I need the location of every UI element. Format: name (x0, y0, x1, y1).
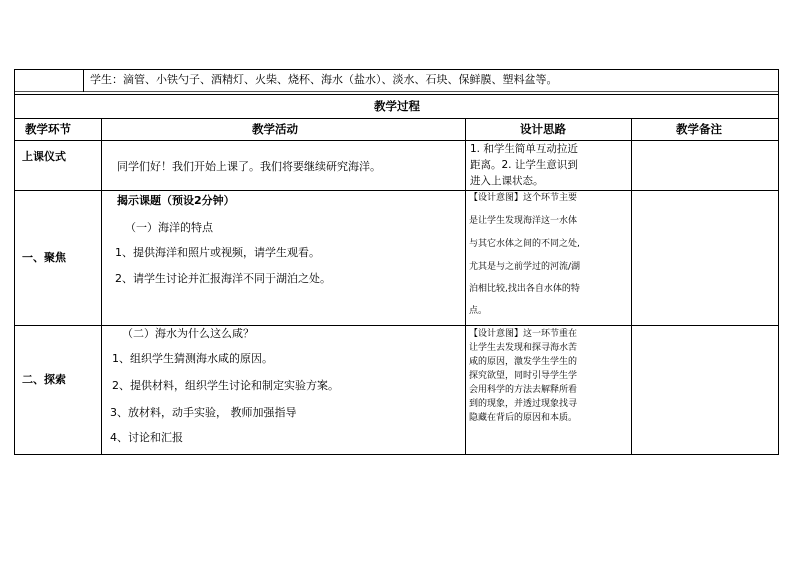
activity-line: 2、提供材料，组织学生讨论和制定实验方案。 (112, 379, 339, 392)
design-line: 与其它水体之间的不同之处, (469, 239, 580, 249)
stage-cell: 一、聚焦 (22, 251, 66, 264)
stage-cell: 二、探索 (22, 373, 66, 386)
activity-line: 1、提供海洋和照片或视频，请学生观看。 (115, 246, 320, 259)
design-line: 会用科学的方法去解释所看 (469, 385, 578, 395)
activity-line: 3、放材料，动手实验， 教师加强指导 (110, 406, 297, 419)
section-title: 教学过程 (374, 99, 420, 113)
activity-line: 2、请学生讨论并汇报海洋不同于湖泊之处。 (115, 272, 331, 285)
activity-line: （二）海水为什么这么咸？ (122, 327, 254, 340)
materials-text: 学生：滴管、小铁勺子、酒精灯、火柴、烧杯、海水（盐水）、淡水、石块、保鲜膜、塑料盆等。 (90, 73, 558, 86)
stage-cell: 上课仪式 (22, 150, 66, 163)
design-line: 到的现象，并透过现象找寻 (469, 399, 578, 409)
design-line: 【设计意图】这一环节重在 (469, 329, 578, 339)
design-line: 咸的原因，激发学生学生的 (469, 357, 578, 367)
activity-line: 1、组织学生猜测海水咸的原因。 (112, 352, 273, 365)
header-design: 设计思路 (520, 122, 566, 136)
design-line: 让学生去发现和探寻海水苦 (469, 343, 578, 353)
design-line: 隐藏在背后的原因和本质。 (469, 413, 578, 423)
header-activity: 教学活动 (252, 122, 298, 136)
activity-line: 揭示课题（预设2分钟） (117, 194, 235, 207)
header-stage: 教学环节 (25, 122, 71, 136)
design-line: 尤其是与之前学过的河流/湖 (469, 262, 581, 272)
activity-line: 同学们好！我们开始上课了。我们将要继续研究海洋。 (117, 160, 381, 173)
design-line: 距离。2. 让学生意识到 (470, 159, 578, 171)
design-line: 泊相比较,找出各自水体的特 (469, 284, 580, 294)
activity-line: （一）海洋的特点 (125, 221, 213, 234)
design-line: 1. 和学生简单互动拉近 (470, 143, 578, 155)
design-line: 探究欲望，同时引导学生学 (469, 371, 578, 381)
design-line: 点。 (469, 306, 488, 316)
activity-line: 4、讨论和汇报 (110, 431, 183, 444)
design-line: 【设计意图】这个环节主要 (469, 193, 578, 203)
header-notes: 教学备注 (676, 122, 722, 136)
design-line: 是让学生发现海洋这一水体 (469, 216, 578, 226)
design-line: 进入上课状态。 (470, 175, 544, 187)
lesson-plan-table (14, 69, 779, 455)
